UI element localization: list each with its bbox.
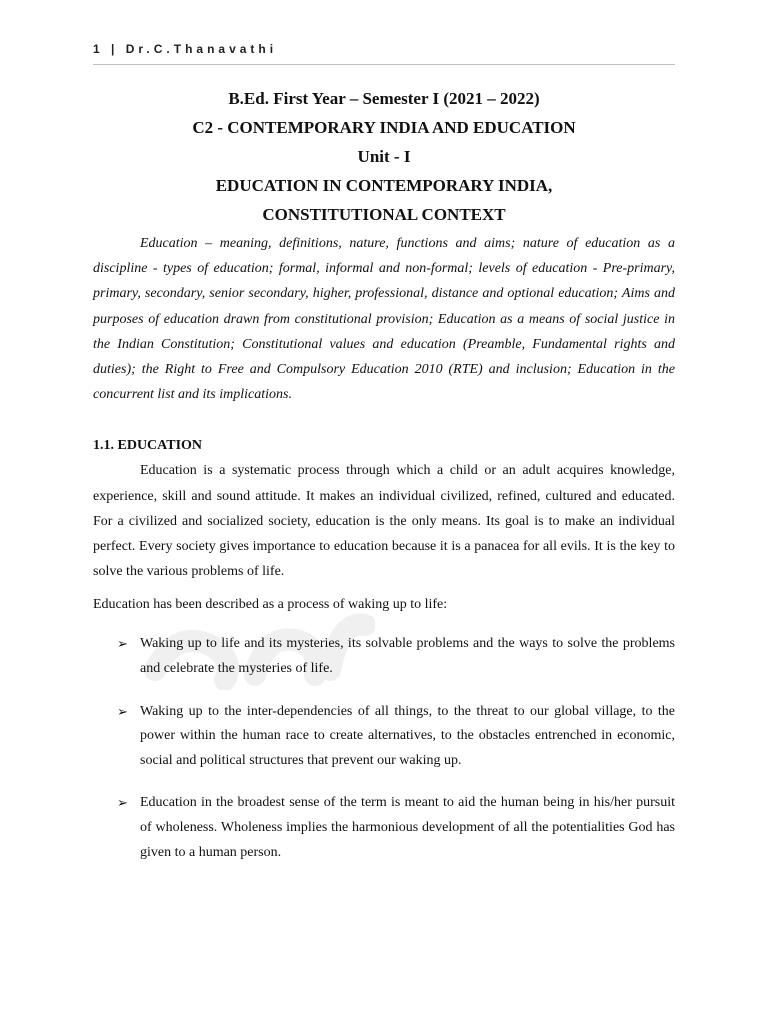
arrow-bullet-icon: ➢ [117,703,128,719]
paper-title: C2 - CONTEMPORARY INDIA AND EDUCATION [192,118,576,137]
unit-title-line1: EDUCATION IN CONTEMPORARY INDIA, [215,176,553,195]
syllabus-paragraph: Education – meaning, definitions, nature, functions and aims; nature of education as a discipline - types of education; formal, informal and non-formal; levels of education - Pre-primary, primary, secondary, senior secondary, higher, professional, distance and optional education; Aims and purposes of education drawn from constitutional provision; Education as a means of social justice in the Indian Constitution; Constitutional values and education (Preamble, Fundamental rights and duties); the Right to Free and Compulsory Education 2010 (RTE) and inclusion; Education in the concurrent list and its implications. [93,236,675,403]
bullet-list [93,632,675,865]
header-rule [93,64,675,65]
page-content [93,84,675,865]
bullet-text: Waking up to life and its mysteries, its solvable problems and the ways to solve the problems and celebrate the mysteries of life. [140,636,675,677]
bullets-intro: Education has been described as a process of waking up to life: [93,597,448,613]
arrow-bullet-icon: ➢ [117,636,128,652]
list-item [93,700,675,774]
author-name: Dr.C.Thanavathi [125,42,278,56]
page-number: 1 [93,42,104,56]
arrow-bullet-icon: ➢ [117,795,128,811]
unit-number: Unit - I [357,147,411,166]
list-item [93,632,675,681]
body-paragraph: Education is a systematic process through which a child or an adult acquires knowledge, experience, skill and sound attitude. It makes an individual civilized, refined, cultured and educated. For a civilized and socialized society, education is the only means. Its goal is to make an individual perfect. Every society gives importance to education because it is a panacea for all evils. It is the key to solve the various problems of life. [93,463,675,580]
list-item [93,791,675,865]
unit-title-line2: CONSTITUTIONAL CONTEXT [262,205,506,224]
page-header [93,42,277,56]
bullet-text: Education in the broadest sense of the term is meant to aid the human being in his/her pursuit of wholeness. Wholeness implies the harmonious development of all the potentialities God has given to a human person. [140,795,675,860]
bullet-text: Waking up to the inter-dependencies of all things, to the threat to our global village, to the power within the human race to create alternatives, to the obstacles entrenched in economic, social and political structures that prevent our waking up. [140,703,675,768]
header-separator: | [111,42,119,56]
course-title: B.Ed. First Year – Semester I (2021 – 2022) [228,89,540,108]
section-heading: 1.1. EDUCATION [93,438,203,454]
